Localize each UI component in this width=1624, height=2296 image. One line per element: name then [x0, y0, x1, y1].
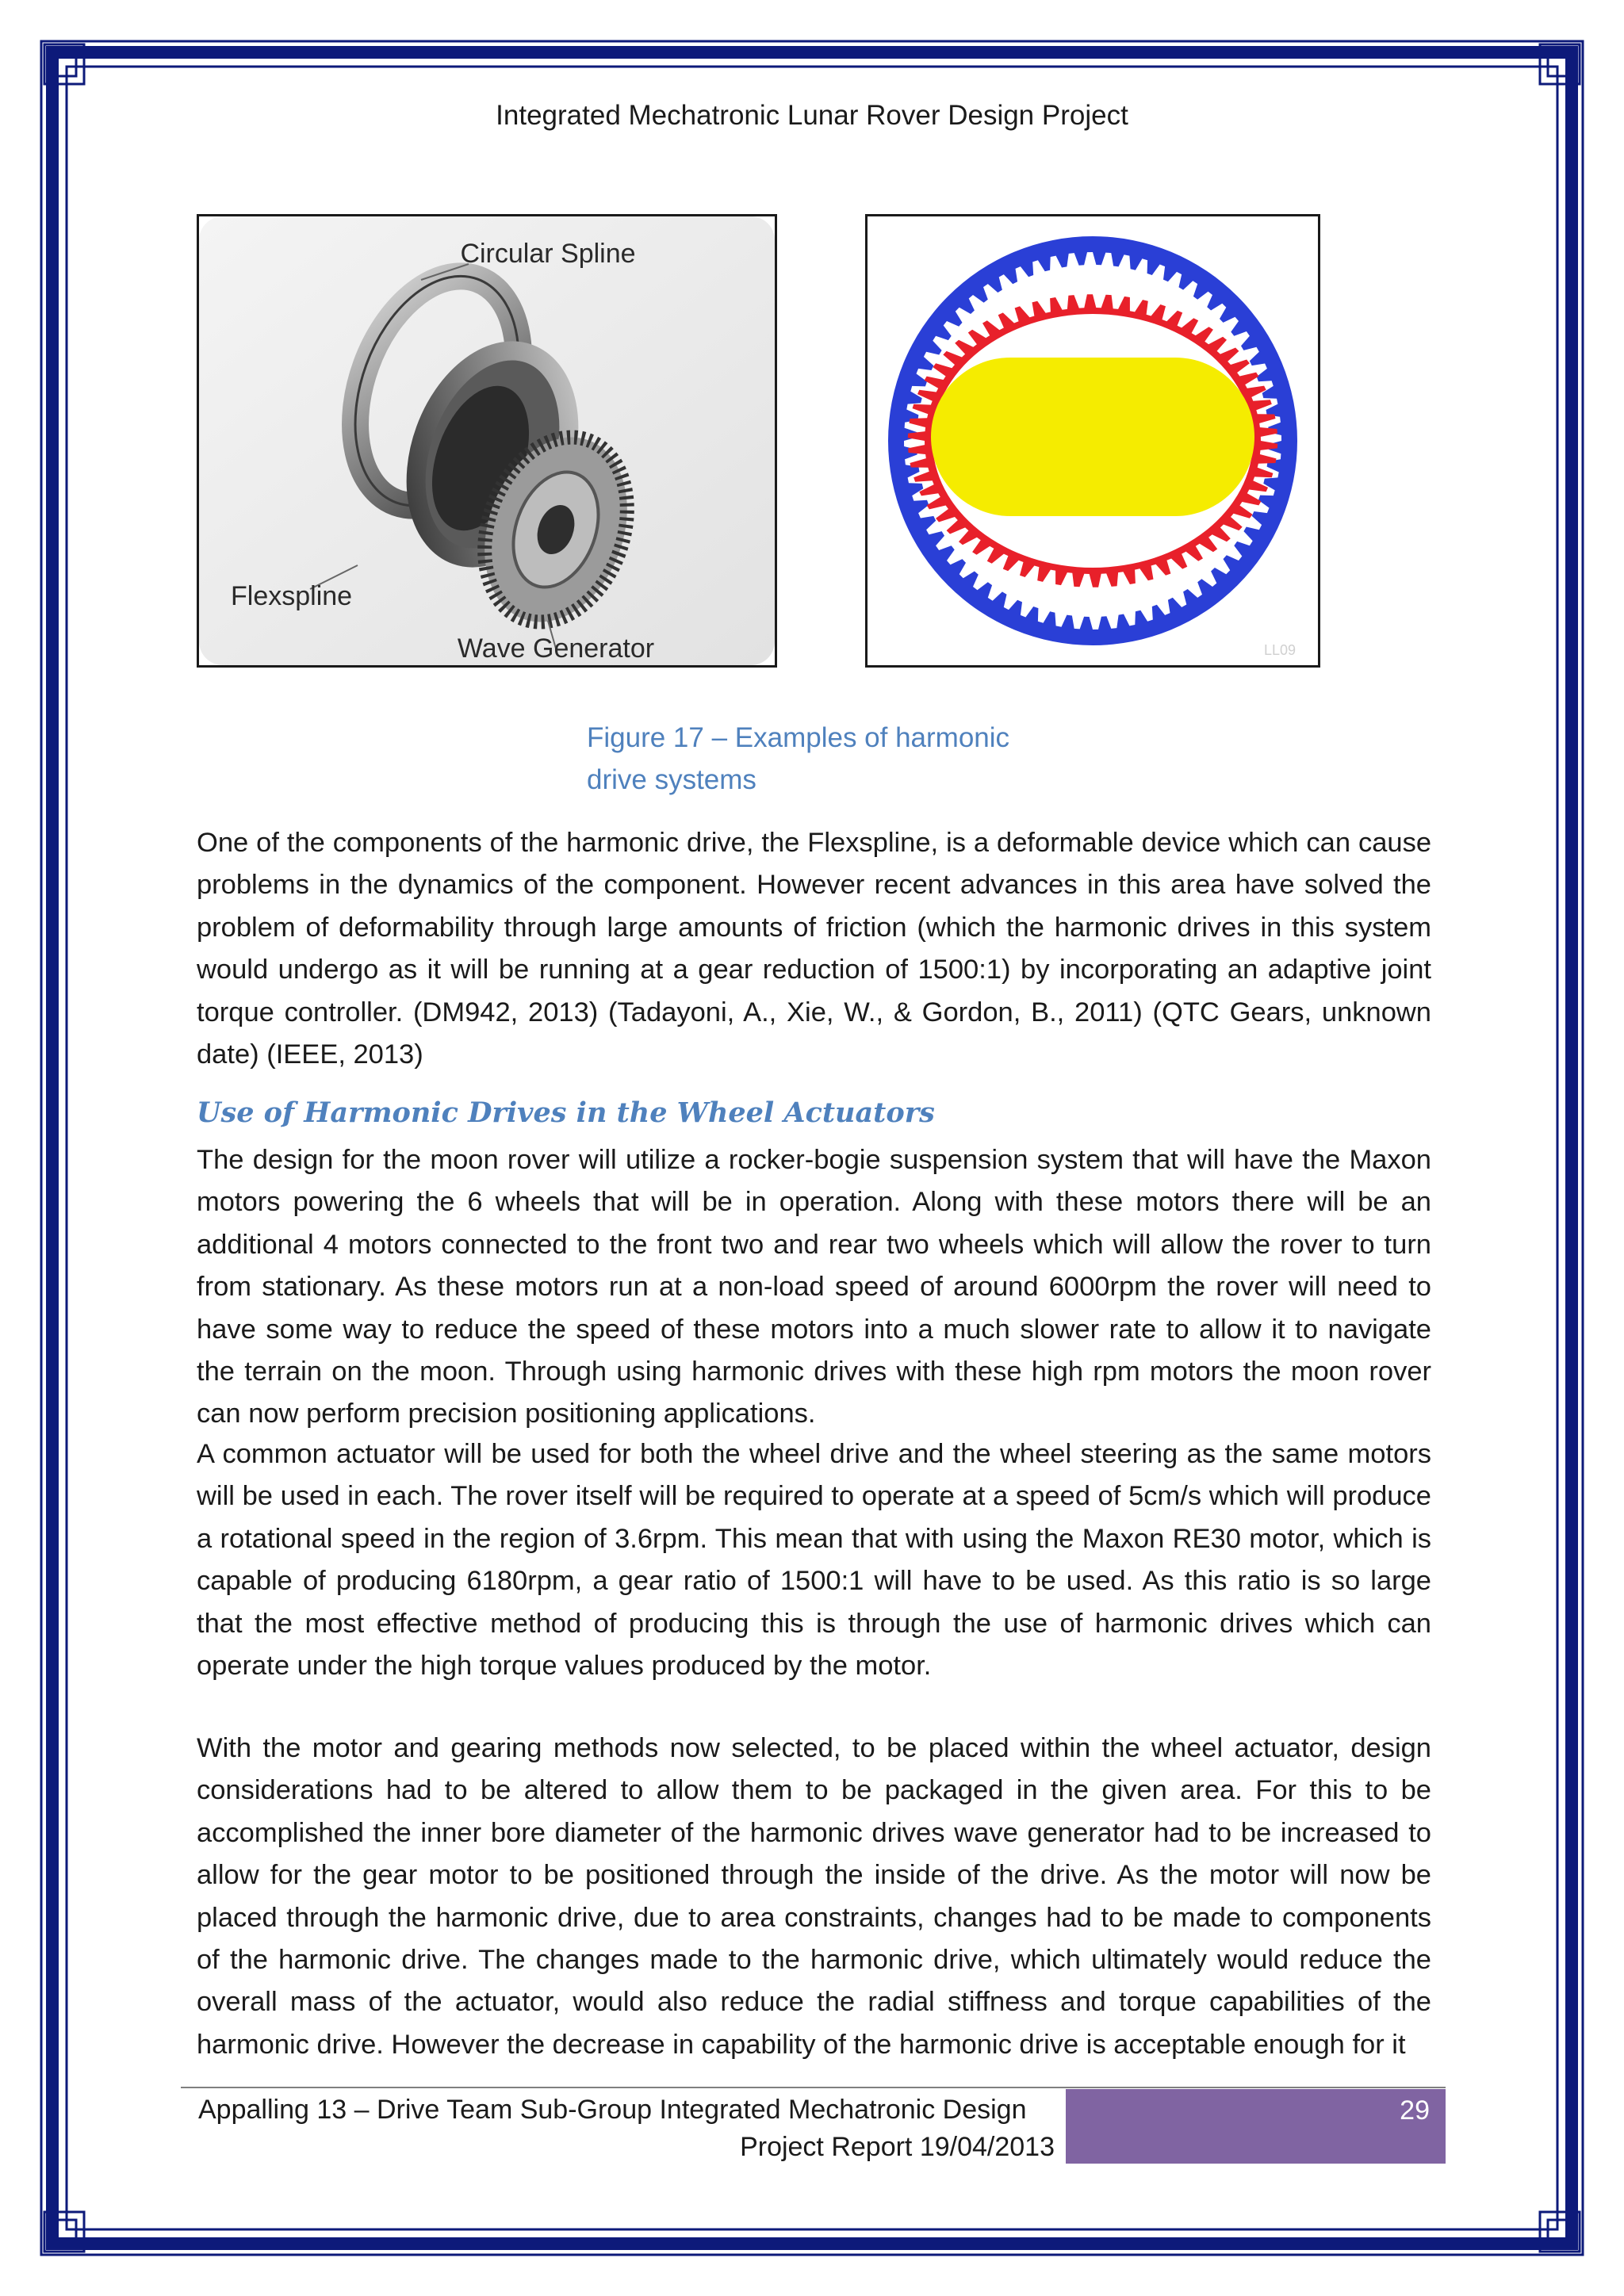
harmonic-gear-diagram: [865, 214, 1320, 668]
paragraph-common-actuator: A common actuator will be used for both the wheel drive and the wheel steering as the same motors will be used in each. The rover itself will be required to operate at a speed of 5cm/s which will produce a rotational speed in the region of 3.6rpm. This mean that with using the Maxon RE30 motor, which is capable of producing 6180rpm, a gear ratio of 1500:1 will have to be used. As this ratio is so large that the most effective method of producing this is through the use of harmonic drives which can operate under the high torque values produced by the motor.: [197, 1439, 1431, 1682]
paragraph-flexspline: One of the components of the harmonic drive, the Flexspline, is a deformable device which can cause problems in the dynamics of the component. However recent advances in this area have solved the problem of deformability through large amounts of friction (which the harmonic drives in this system would undergo as it will be running at a gear reduction of 1500:1) by incorporating an adaptive joint torque controller. (DM942, 2013) (Tadayoni, A., Xie, W., & Gordon, B., 2011) (QTC Gears, unknown date) (IEEE, 2013): [197, 828, 1431, 1070]
paragraph-rover-design: The design for the moon rover will utilize a rocker-bogie suspension system that will have the Maxon motors powering the 6 wheels that will be in operation. Along with these motors there will be an additional 4 motors connected to the front two and rear two wheels which will allow the rover to turn from stationary. As these motors run at a non-load speed of around 6000rpm the rover will need to have some way to reduce the speed of these motors into a much slower rate to allow it to navigate the terrain on the moon. Through using harmonic drives with these high rpm motors the moon rover can now perform precision positioning applications.: [197, 1145, 1431, 1429]
section-heading: Use of Harmonic Drives in the Wheel Actuators: [197, 1096, 935, 1129]
footer-divider: [181, 2087, 1446, 2088]
running-header: Integrated Mechatronic Lunar Rover Design Project: [496, 100, 1128, 131]
footer-text: [198, 2091, 1055, 2166]
label-circular-spline: Circular Spline: [460, 239, 636, 269]
figure-caption: Figure 17 – Examples of harmonic drive systems: [587, 722, 1010, 795]
footer-line-2: Project Report 19/04/2013: [740, 2132, 1055, 2162]
paragraph-motor-gearing: With the motor and gearing methods now selected, to be placed within the wheel actuator, design considerations had to be altered to allow them to be packaged in the given area. For this to be accomplished the inner bore diameter of the harmonic drives wave generator had to be increased to allow for the gear motor to be positioned through the inside of the drive. As the motor will now be placed through the harmonic drive, due to area constraints, changes had to be made to components of the harmonic drive. The changes made to the harmonic drive, which ultimately would reduce the overall mass of the actuator, would also reduce the radial stiffness and torque capabilities of the harmonic drive. However the decrease in capability of the harmonic drive is acceptable enough for it: [197, 1733, 1431, 2060]
harmonic-drive-photo: [197, 214, 777, 668]
diagram-watermark: LL09: [1263, 642, 1296, 658]
label-flexspline: Flexspline: [231, 581, 353, 611]
footer-line-1: Appalling 13 – Drive Team Sub-Group Integrated Mechatronic Design: [198, 2095, 1027, 2125]
wave-generator-shape: [931, 358, 1254, 516]
label-wave-generator: Wave Generator: [457, 633, 655, 664]
page-number: 29: [1066, 2089, 1446, 2164]
